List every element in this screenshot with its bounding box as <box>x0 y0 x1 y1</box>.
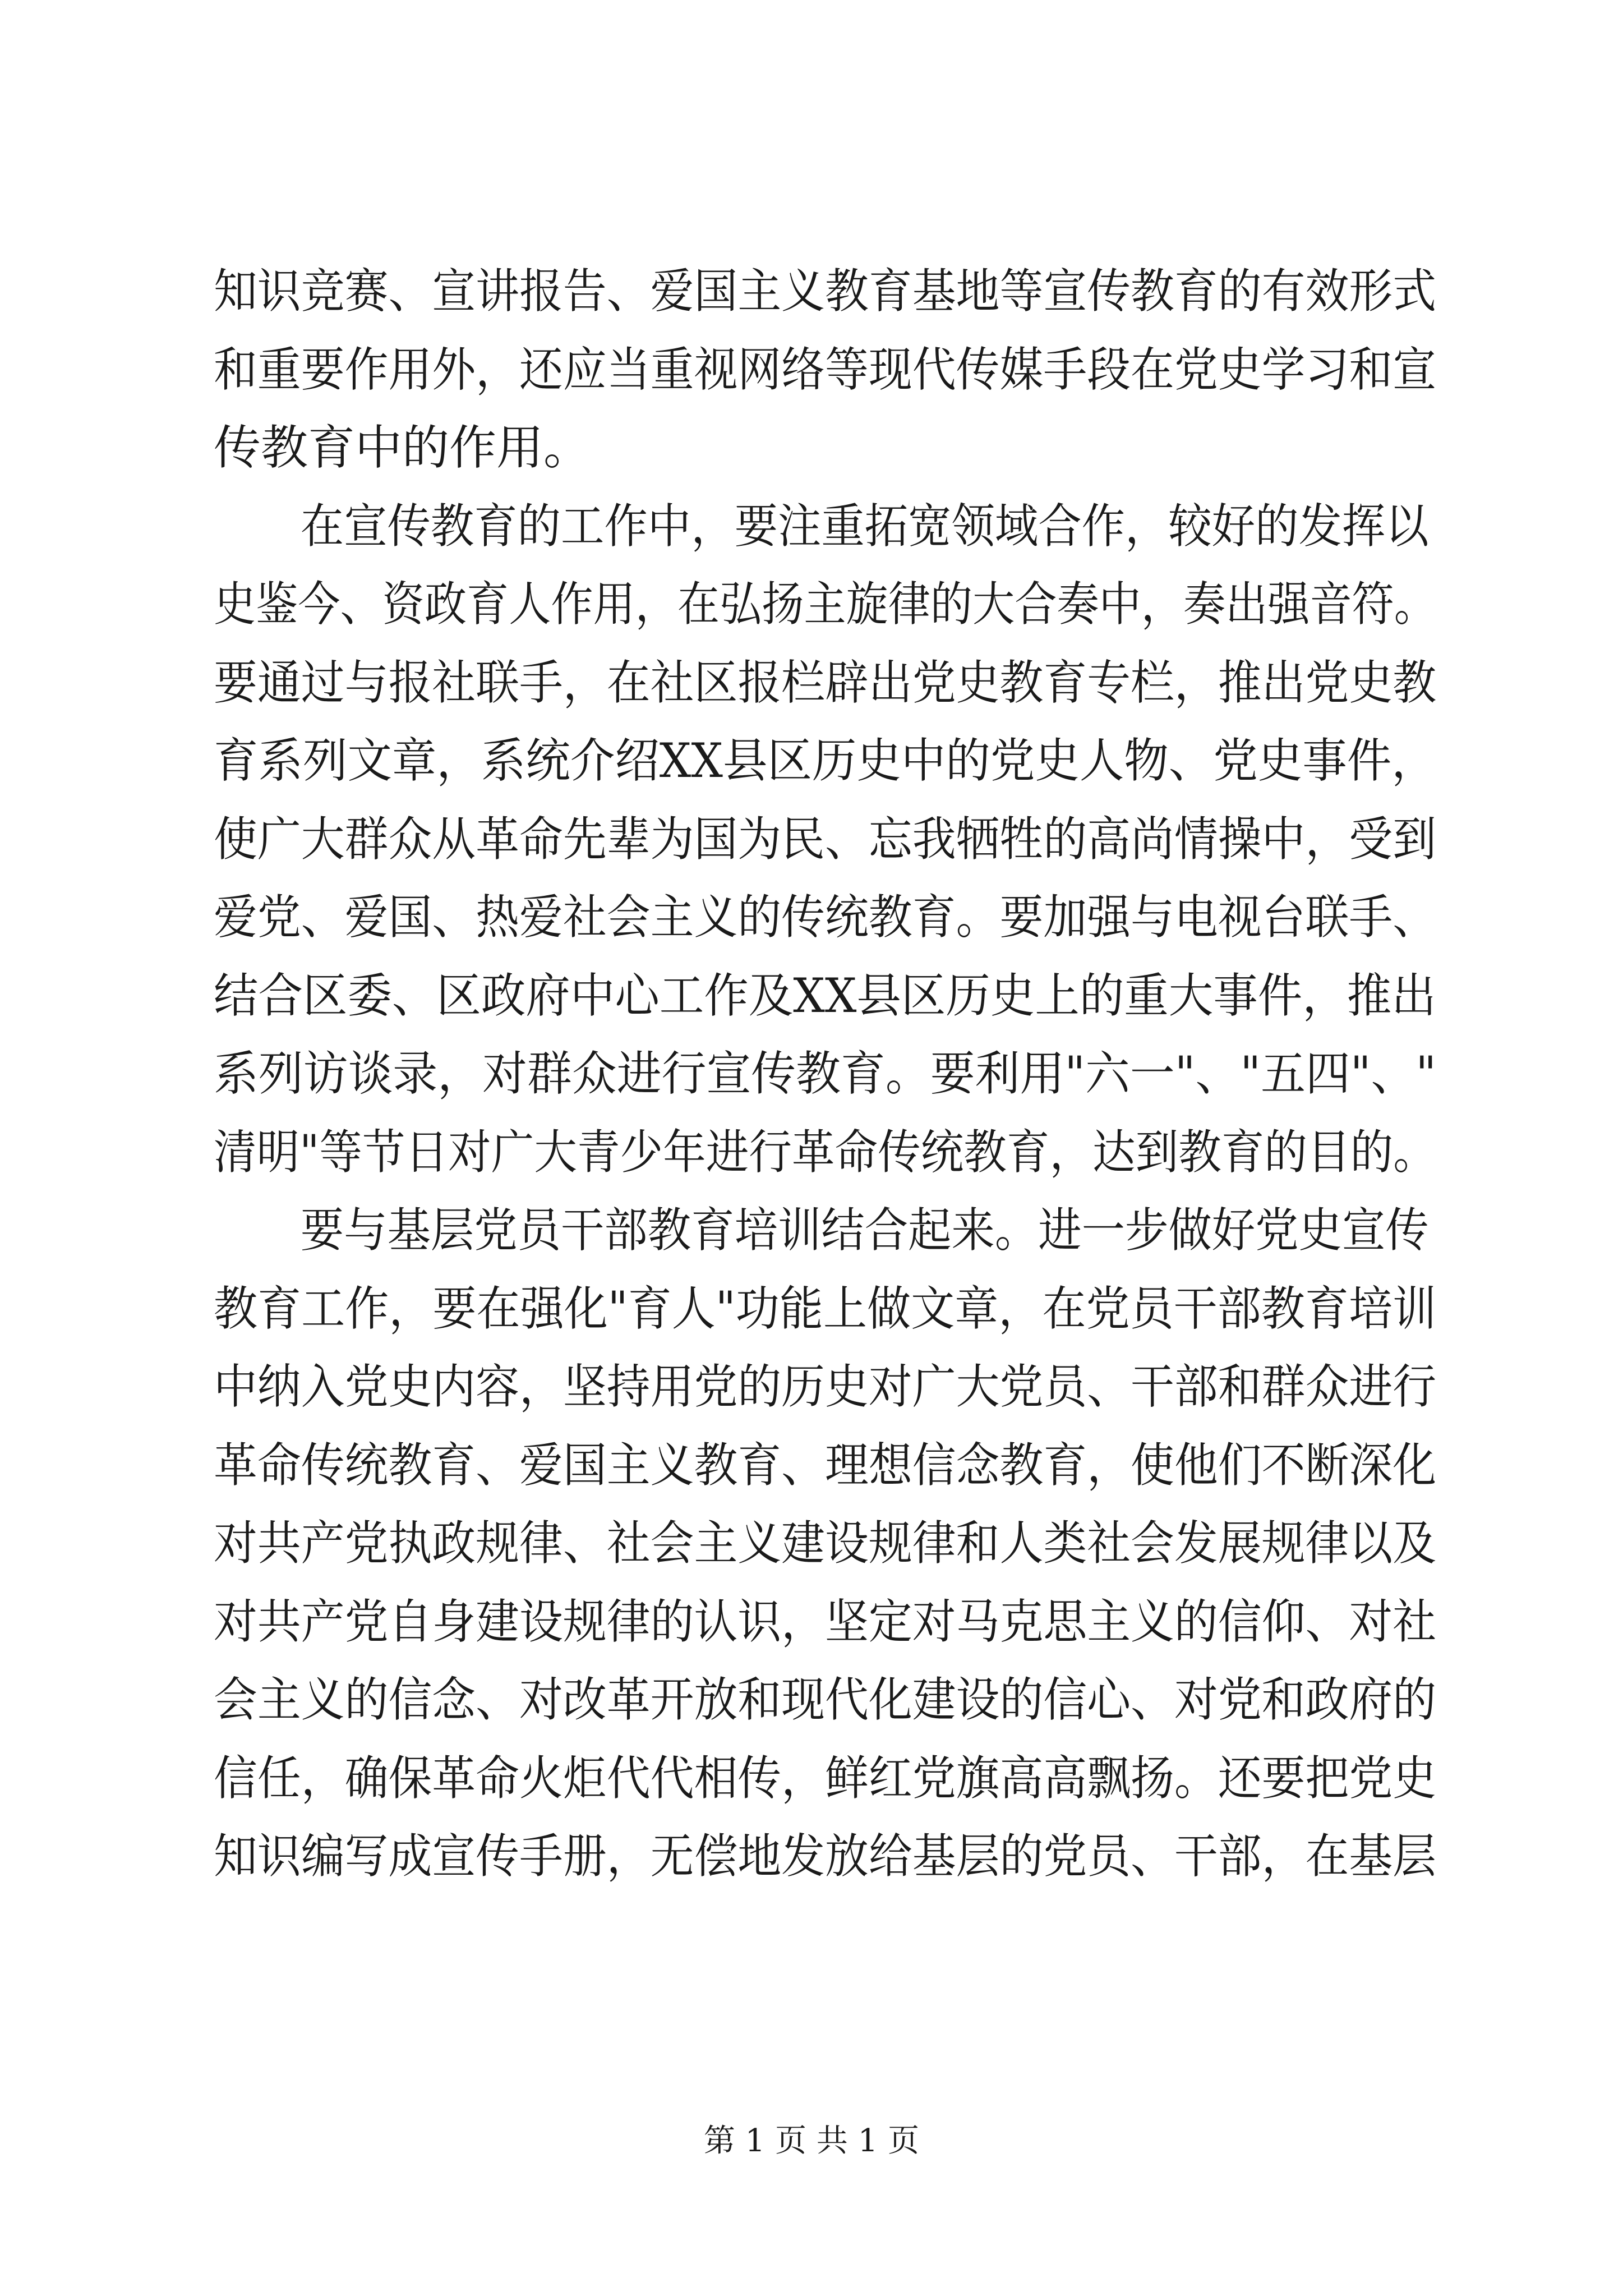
text-line: 在宣传教育的工作中，要注重拓宽领域合作，较好的发挥以 <box>300 498 1429 554</box>
text-line: 系列访谈录，对群众进行宣传教育。要利用"六一"、"五四"、" <box>214 1046 1437 1101</box>
text-line: 爱党、爱国、热爱社会主义的传统教育。要加强与电视台联手、 <box>214 890 1437 945</box>
text-line: 要与基层党员干部教育培训结合起来。进一步做好党史宣传 <box>300 1203 1429 1258</box>
text-line: 中纳入党史内容，坚持用党的历史对广大党员、干部和群众进行 <box>214 1359 1437 1414</box>
text-line: 和重要作用外，还应当重视网络等现代传媒手段在党史学习和宣 <box>214 342 1437 397</box>
text-line: 清明"等节日对广大青少年进行革命传统教育，达到教育的目的。 <box>214 1124 1436 1180</box>
text-line: 史鉴今、资政育人作用，在弘扬主旋律的大合奏中，奏出强音符。 <box>214 577 1436 632</box>
text-line: 育系列文章，系统介绍XX县区历史中的党史人物、党史事件， <box>214 733 1436 788</box>
text-line: 对共产党自身建设规律的认识，坚定对马克思主义的信仰、对社 <box>214 1594 1437 1649</box>
text-line: 革命传统教育、爱国主义教育、理想信念教育，使他们不断深化 <box>214 1437 1437 1493</box>
text-line: 信任，确保革命火炬代代相传，鲜红党旗高高飘扬。还要把党史 <box>214 1750 1437 1806</box>
text-line: 要通过与报社联手，在社区报栏辟出党史教育专栏，推出党史教 <box>214 655 1437 710</box>
text-line: 传教育中的作用。 <box>214 420 591 475</box>
text-line: 知识编写成宣传手册，无偿地发放给基层的党员、干部，在基层 <box>214 1829 1437 1884</box>
text-line: 结合区委、区政府中心工作及XX县区历史上的重大事件，推出 <box>214 968 1436 1023</box>
text-line: 知识竞赛、宣讲报告、爱国主义教育基地等宣传教育的有效形式 <box>214 264 1437 319</box>
text-line: 使广大群众从革命先辈为国为民、忘我牺牲的高尚情操中，受到 <box>214 811 1437 867</box>
document-body <box>214 252 1436 1896</box>
text-line: 对共产党执政规律、社会主义建设规律和人类社会发展规律以及 <box>214 1516 1437 1571</box>
page-footer: 第 1 页 共 1 页 <box>703 2123 920 2159</box>
text-line: 教育工作，要在强化"育人"功能上做文章，在党员干部教育培训 <box>214 1281 1437 1336</box>
text-line: 会主义的信念、对改革开放和现代化建设的信心、对党和政府的 <box>214 1672 1437 1727</box>
